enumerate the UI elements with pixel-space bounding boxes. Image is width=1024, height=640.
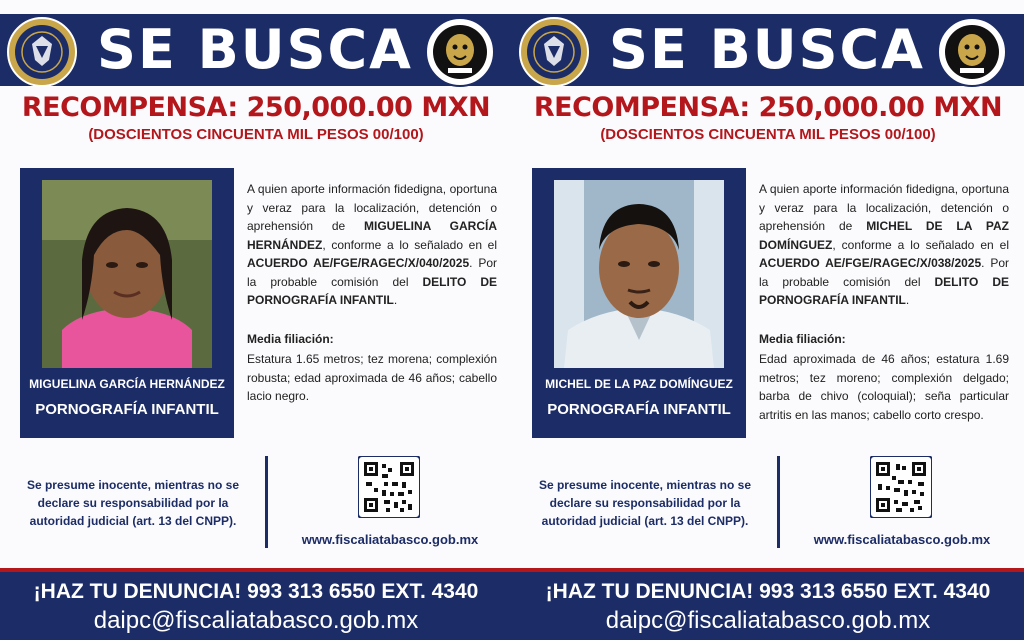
footer-bar: [0, 568, 512, 640]
footer-bar: [512, 568, 1024, 640]
poster-title: SE BUSCA: [609, 18, 925, 81]
suspect-photo: [554, 180, 724, 368]
reward-amount: RECOMPENSA: 250,000.00 MXN: [533, 92, 1003, 123]
desc-end: .: [905, 293, 910, 307]
filiation-text: Edad aproximada de 46 años; estatura 1.69 metros; tez moreno; complexión delgado; barba de chivo (coloquial); seña particular artritis en las manos; cabello corto crespo.: [759, 352, 1009, 422]
desc-end: .: [393, 293, 398, 307]
desc-agreement: ACUERDO AE/FGE/RAGEC/X/038/2025: [759, 256, 982, 270]
desc-intro: A quien aporte información fidedigna, oportuna y veraz para la localización, detención o aprehensión de: [759, 182, 1009, 233]
reward-amount: RECOMPENSA: 250,000.00 MXN: [21, 92, 491, 123]
qr-code-icon[interactable]: [870, 456, 932, 518]
suspect-name: MICHEL DE LA PAZ DOMÍNGUEZ: [545, 377, 733, 391]
report-phone: ¡HAZ TU DENUNCIA! 993 313 6550 EXT. 4340: [545, 580, 991, 603]
state-police-seal-icon: [518, 16, 590, 88]
suspect-photo: [42, 180, 212, 368]
jaguar-investigation-seal-icon: [936, 16, 1008, 88]
desc-name: MICHEL DE LA PAZ DOMÍNGUEZ: [759, 219, 1009, 252]
jaguar-investigation-seal-icon: [424, 16, 496, 88]
filiation-heading: Media filiación:: [247, 332, 334, 346]
suspect-name: MIGUELINA GARCÍA HERNÁNDEZ: [29, 377, 225, 391]
desc-intro: A quien aporte información fidedigna, oportuna y veraz para la localización, detención o aprehensión de: [247, 182, 497, 233]
vertical-divider: [265, 456, 268, 548]
desc-tail: . Por la probable comisión del: [247, 256, 497, 289]
poster-title: SE BUSCA: [97, 18, 413, 81]
desc-agreement: ACUERDO AE/FGE/RAGEC/X/040/2025: [247, 256, 470, 270]
reward-description: [247, 180, 497, 310]
suspect-card: [20, 168, 234, 438]
reward-description: [759, 180, 1009, 310]
filiation-heading: Media filiación:: [759, 332, 846, 346]
qr-code-icon[interactable]: [358, 456, 420, 518]
suspect-card: [532, 168, 746, 438]
presumption-notice: Se presume inocente, mientras no se declare su responsabilidad por la autoridad judicial (art. 13 del CNPP).: [26, 478, 240, 528]
desc-mid: , conforme a lo señalado en el: [322, 237, 497, 252]
reward-amount-words: (DOSCIENTOS CINCUENTA MIL PESOS 00/100): [600, 126, 936, 143]
report-phone: ¡HAZ TU DENUNCIA! 993 313 6550 EXT. 4340: [33, 580, 479, 603]
report-email[interactable]: daipc@fiscaliatabasco.gob.mx: [605, 607, 931, 634]
vertical-divider: [777, 456, 780, 548]
reward-amount-words: (DOSCIENTOS CINCUENTA MIL PESOS 00/100): [88, 126, 424, 143]
desc-crime: DELITO DE PORNOGRAFÍA INFANTIL: [247, 274, 497, 307]
report-email[interactable]: daipc@fiscaliatabasco.gob.mx: [93, 607, 419, 634]
wanted-poster-right: [512, 0, 1024, 640]
desc-mid: , conforme a lo señalado en el: [832, 237, 1009, 252]
presumption-notice: Se presume inocente, mientras no se declare su responsabilidad por la autoridad judicial (art. 13 del CNPP).: [538, 478, 752, 528]
suspect-crime: PORNOGRAFÍA INFANTIL: [35, 401, 219, 418]
filiation-text: Estatura 1.65 metros; tez morena; complexión robusta; edad aproximada de 46 años; cabello lacio negro.: [247, 352, 497, 403]
suspect-crime: PORNOGRAFÍA INFANTIL: [547, 401, 731, 418]
desc-tail: . Por la probable comisión del: [759, 256, 1009, 289]
website-link[interactable]: www.fiscaliatabasco.gob.mx: [301, 532, 479, 547]
desc-crime: DELITO DE PORNOGRAFÍA INFANTIL: [759, 274, 1009, 307]
state-police-seal-icon: [6, 16, 78, 88]
desc-name: MIGUELINA GARCÍA HERNÁNDEZ: [247, 219, 497, 252]
website-link[interactable]: www.fiscaliatabasco.gob.mx: [813, 532, 991, 547]
